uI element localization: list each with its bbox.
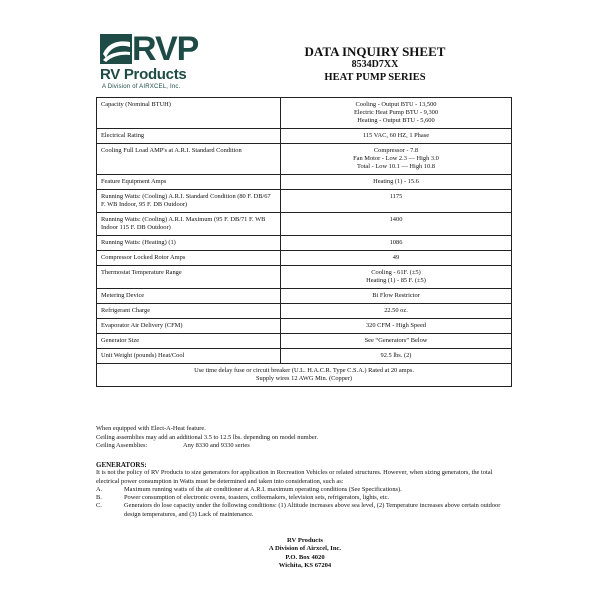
logo-division: A Division of AIRXCEL, Inc. [102,84,181,90]
generators-item-text: Generators do lose capacity under the following conditions: (1) Altitude increases above sea level, (2) Temperature increases above certain outdoor design temperatures, and (3) Lack of maintenance. [124,502,501,518]
wire-note: Supply wires 12 AWG Min. (Copper) [255,375,353,382]
generators-section [96,461,514,519]
spec-table [96,97,512,387]
spec-label: Thermostat Temperature Range [97,266,281,289]
spec-value [281,304,512,319]
spec-value-line: 22.50 oz. [384,307,408,314]
company-address [250,537,360,571]
spec-value-line: Cooling - Output BTU - 13,500 [355,101,437,108]
spec-value-line: Fan Motor - Low 2.3 — High 3.0 [353,155,439,162]
spec-value-line: Heating (1) - 85 F. (±5) [366,277,426,284]
spec-row [97,349,512,364]
spec-row [97,213,512,236]
spec-value-line: 1086 [389,239,403,246]
spec-label: Refrigerant Charge [97,304,281,319]
spec-label: Generator Size [97,334,281,349]
spec-value [281,289,512,304]
spec-value [281,349,512,364]
footnote-3-value: Any 8330 and 9330 series [183,442,250,449]
spec-row [97,319,512,334]
logo-name: RV Products [100,66,187,83]
spec-value [281,319,512,334]
spec-value-line: Total - Low 10.1 — High 10.8 [356,163,435,170]
spec-label: Running Watts: (Cooling) A.R.I. Maximum (95 F. DB/71 F. WB Indoor 115 F. DB Outdoor) [97,213,281,236]
spec-value-line: Heating - Output BTU - 5,600 [357,117,435,124]
spec-value [281,175,512,190]
model-number: 8534D7XX [351,59,399,70]
generators-list [96,486,514,519]
spec-label: Capacity (Nominal BTUH) [97,98,281,129]
address-pobox: P.O. Box 4020 [285,553,325,561]
logo-brand: RVP [132,30,199,68]
document-header [270,44,480,84]
generators-item [96,502,514,519]
spec-value-line: 92.5 lbs. (2) [380,352,412,359]
spec-label: Running Watts: (Cooling) A.R.I. Standard Condition (80 F. DB/67 F. WB Indoor, 95 F. DB Outdoor) [97,190,281,213]
fuse-note: Use time delay fuse or circuit breaker (U.L. H.A.C.R. Type C.S.A.) Rated at 20 amps. [194,367,414,374]
spec-value [281,266,512,289]
spec-label: Running Watts: (Heating) (1) [97,236,281,251]
spec-value-line: Electric Heat Pump BTU - 9,300 [353,109,439,116]
spec-label: Metering Device [97,289,281,304]
spec-value-line: 49 [392,254,400,261]
address-city: Wichita, KS 67204 [278,562,332,570]
spec-label: Unit Weight (pounds) Heat/Cool [97,349,281,364]
rvp-swoosh-icon [100,34,132,66]
address-division: A Division of Airxcel, Inc. [268,545,342,553]
spec-row [97,266,512,289]
generators-item-text: Maximum running watts of the air conditioner at A.R.I. maximum operating conditions (See Specifications). [124,485,402,493]
footnote-3-key: Ceiling Assemblies: [96,442,148,449]
generators-item-text: Power consumption of electronic ovens, toasters, coffeemakers, television sets, refrigerators, lights, etc. [124,494,390,502]
footnote-3 [96,442,516,451]
spec-row [97,190,512,213]
spec-value [281,251,512,266]
spec-label: Evaporator Air Delivery (CFM) [97,319,281,334]
spec-value-line: 1400 [389,216,403,223]
spec-table-body [97,98,512,364]
spec-note-cell [97,364,512,387]
spec-row [97,251,512,266]
spec-value-line: Heating (1) - 15.6 [373,178,419,185]
spec-value [281,213,512,236]
spec-value [281,98,512,129]
spec-value [281,129,512,144]
generators-item-marker: C. [96,502,102,510]
spec-row [97,289,512,304]
spec-label: Cooling Full Load AMP's at A.R.I. Standard Condition [97,144,281,175]
generators-intro: It is not the policy of RV Products to size generators for application in Recreation Vehicles or related structures. However, when sizing generators, the total electrical power consumption in Watts must be determined and taken into consideration, such as: [96,469,493,485]
generators-title: GENERATORS: [96,461,147,469]
spec-value [281,190,512,213]
series-name: HEAT PUMP SERIES [324,72,426,83]
spec-value-line: Cooling - 61F. (±5) [371,269,421,276]
spec-value-line: 115 VAC, 60 HZ, 1 Phase [362,132,430,139]
spec-row [97,144,512,175]
spec-value [281,236,512,251]
footnotes [96,425,516,451]
spec-note-row [97,364,512,387]
spec-value-line: 320 CFM - High Speed [365,322,426,329]
generators-item [96,494,514,502]
spec-label: Feature Equipment Amps [97,175,281,190]
spec-row [97,175,512,190]
spec-value [281,334,512,349]
generators-item-marker: B. [96,494,102,502]
spec-value-line: Bi Flow Restrictor [372,292,420,299]
spec-value-line: Compressor - 7.8 [373,147,419,154]
spec-label: Electrical Rating [97,129,281,144]
spec-value-line: See “Generators” Below [364,337,428,344]
spec-row [97,98,512,129]
spec-row [97,236,512,251]
address-company: RV Products [287,537,323,544]
spec-label: Compressor Locked Rotor Amps [97,251,281,266]
company-logo [100,30,200,94]
document-title: DATA INQUIRY SHEET [304,44,446,59]
generators-item [96,486,514,494]
spec-value [281,144,512,175]
spec-row [97,304,512,319]
footnote-2: Ceiling assemblies may add an additional 3.5 to 12.5 lbs. depending on model number. [96,433,319,441]
generators-item-marker: A. [96,485,103,493]
spec-row [97,129,512,144]
spec-value-line: 1175 [389,193,403,200]
spec-row [97,334,512,349]
footnote-1: When equipped with Elect-A-Heat feature. [96,425,206,432]
